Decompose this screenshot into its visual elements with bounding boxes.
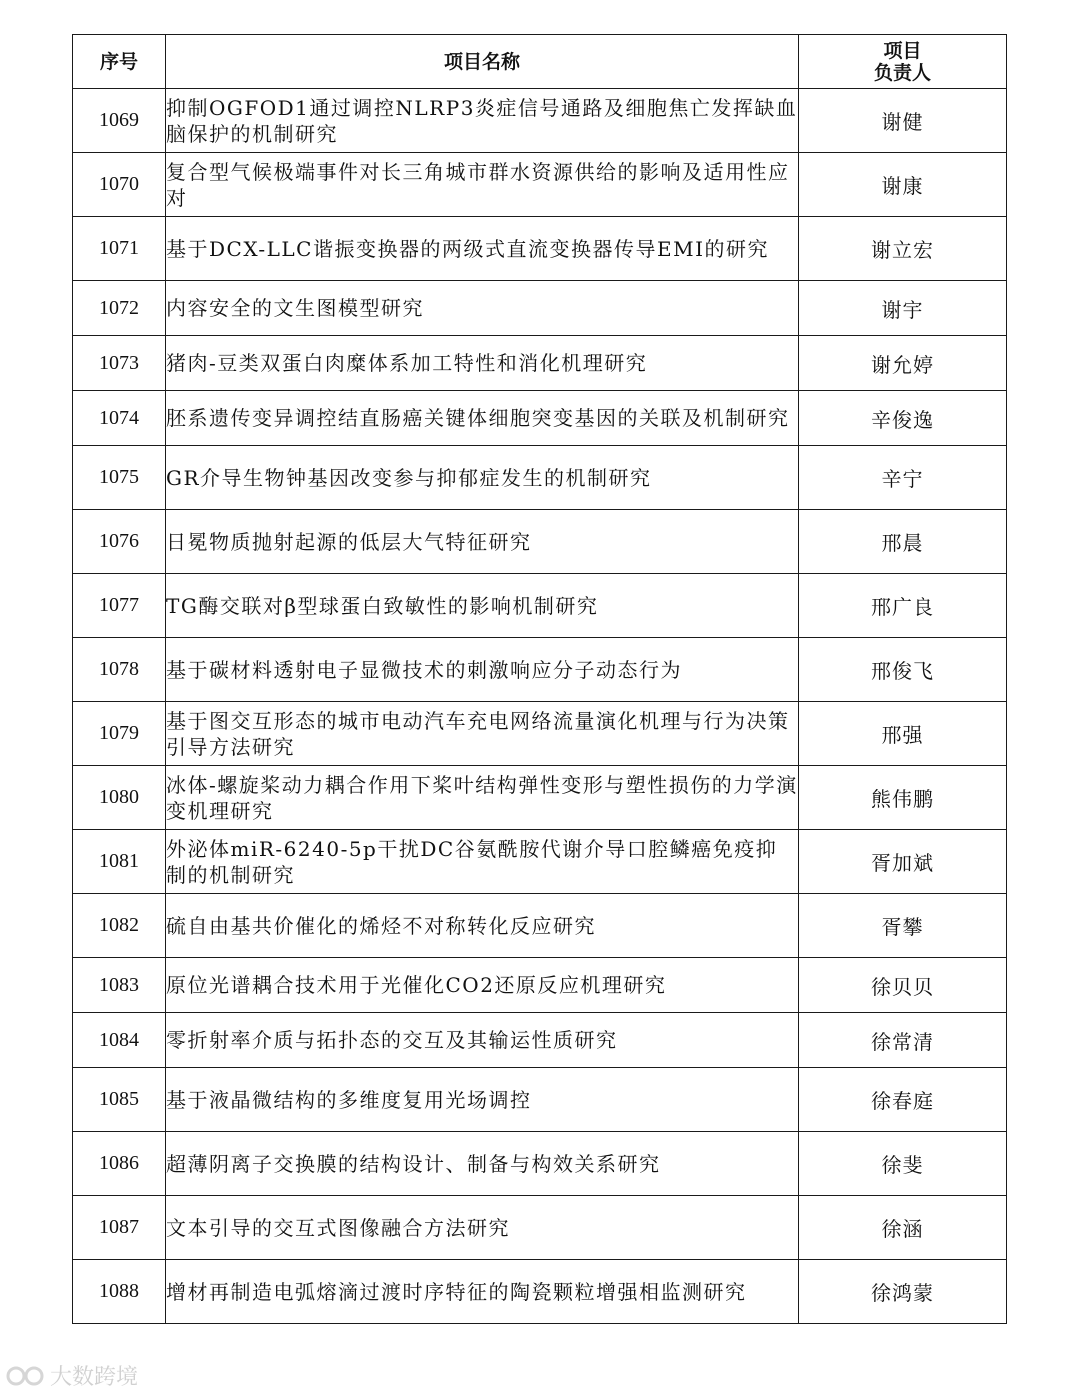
row-index: 1083: [73, 958, 166, 1013]
row-index: 1069: [73, 89, 166, 153]
row-person: 徐春庭: [799, 1068, 1007, 1132]
table-row: [73, 1196, 1007, 1260]
row-index: 1087: [73, 1196, 166, 1260]
row-project-name: 原位光谱耦合技术用于光催化CO2还原反应机理研究: [166, 958, 799, 1013]
row-index: 1074: [73, 391, 166, 446]
row-index: 1079: [73, 702, 166, 766]
table-row: [73, 1132, 1007, 1196]
table-row: [73, 894, 1007, 958]
row-project-name: 外泌体miR-6240-5p干扰DC谷氨酰胺代谢介导口腔鳞癌免疫抑制的机制研究: [166, 830, 799, 894]
table-row: [73, 89, 1007, 153]
row-project-name: 基于碳材料透射电子显微技术的刺激响应分子动态行为: [166, 638, 799, 702]
header-person-line2: 负责人: [873, 61, 931, 84]
row-person: 谢立宏: [799, 217, 1007, 281]
header-project-name: 项目名称: [166, 35, 799, 89]
row-index: 1086: [73, 1132, 166, 1196]
row-person: 徐鸿蒙: [799, 1260, 1007, 1324]
row-index: 1078: [73, 638, 166, 702]
row-person: 邢强: [799, 702, 1007, 766]
table-row: [73, 638, 1007, 702]
watermark-logo-icon: [6, 1363, 46, 1389]
table-row: [73, 1260, 1007, 1324]
row-index: 1081: [73, 830, 166, 894]
row-project-name: 内容安全的文生图模型研究: [166, 281, 799, 336]
row-index: 1072: [73, 281, 166, 336]
watermark-text: 大数跨境: [50, 1365, 139, 1390]
table-row: [73, 958, 1007, 1013]
table-row: [73, 391, 1007, 446]
header-person-line1: 项目: [883, 39, 922, 62]
row-person: 辛俊逸: [799, 391, 1007, 446]
row-project-name: 基于图交互形态的城市电动汽车充电网络流量演化机理与行为决策引导方法研究: [166, 702, 799, 766]
table-row: [73, 702, 1007, 766]
row-index: 1077: [73, 574, 166, 638]
table-row: [73, 217, 1007, 281]
row-person: 熊伟鹏: [799, 766, 1007, 830]
row-index: 1070: [73, 153, 166, 217]
row-project-name: 胚系遗传变异调控结直肠癌关键体细胞突变基因的关联及机制研究: [166, 391, 799, 446]
row-index: 1076: [73, 510, 166, 574]
table-row: [73, 281, 1007, 336]
row-person: 徐常清: [799, 1013, 1007, 1068]
row-project-name: 冰体-螺旋桨动力耦合作用下桨叶结构弹性变形与塑性损伤的力学演变机理研究: [166, 766, 799, 830]
row-person: 谢宇: [799, 281, 1007, 336]
row-project-name: 增材再制造电弧熔滴过渡时序特征的陶瓷颗粒增强相监测研究: [166, 1260, 799, 1324]
row-person: 胥加斌: [799, 830, 1007, 894]
table-row: [73, 510, 1007, 574]
row-project-name: 抑制OGFOD1通过调控NLRP3炎症信号通路及细胞焦亡发挥缺血脑保护的机制研究: [166, 89, 799, 153]
row-project-name: TG酶交联对β型球蛋白致敏性的影响机制研究: [166, 574, 799, 638]
row-index: 1075: [73, 446, 166, 510]
table-row: [73, 766, 1007, 830]
row-project-name: 文本引导的交互式图像融合方法研究: [166, 1196, 799, 1260]
table-header-row: [73, 35, 1007, 89]
row-project-name: 猪肉-豆类双蛋白肉糜体系加工特性和消化机理研究: [166, 336, 799, 391]
table-row: [73, 1013, 1007, 1068]
row-index: 1071: [73, 217, 166, 281]
table-row: [73, 830, 1007, 894]
row-person: 邢俊飞: [799, 638, 1007, 702]
row-person: 徐涵: [799, 1196, 1007, 1260]
row-person: 胥攀: [799, 894, 1007, 958]
row-project-name: 零折射率介质与拓扑态的交互及其输运性质研究: [166, 1013, 799, 1068]
table-row: [73, 153, 1007, 217]
row-project-name: 基于DCX-LLC谐振变换器的两级式直流变换器传导EMI的研究: [166, 217, 799, 281]
row-index: 1080: [73, 766, 166, 830]
row-project-name: GR介导生物钟基因改变参与抑郁症发生的机制研究: [166, 446, 799, 510]
row-person: 邢广良: [799, 574, 1007, 638]
row-project-name: 超薄阴离子交换膜的结构设计、制备与构效关系研究: [166, 1132, 799, 1196]
row-index: 1073: [73, 336, 166, 391]
row-index: 1085: [73, 1068, 166, 1132]
table-row: [73, 336, 1007, 391]
row-person: 徐斐: [799, 1132, 1007, 1196]
project-table: [72, 34, 1007, 1324]
row-index: 1084: [73, 1013, 166, 1068]
row-project-name: 硫自由基共价催化的烯烃不对称转化反应研究: [166, 894, 799, 958]
row-project-name: 基于液晶微结构的多维度复用光场调控: [166, 1068, 799, 1132]
table-row: [73, 1068, 1007, 1132]
row-person: 辛宁: [799, 446, 1007, 510]
row-person: 谢允婷: [799, 336, 1007, 391]
row-person: 徐贝贝: [799, 958, 1007, 1013]
row-person: 谢健: [799, 89, 1007, 153]
table-row: [73, 446, 1007, 510]
row-project-name: 日冕物质抛射起源的低层大气特征研究: [166, 510, 799, 574]
row-person: 谢康: [799, 153, 1007, 217]
watermark: [6, 1360, 138, 1391]
row-index: 1082: [73, 894, 166, 958]
header-index: 序号: [73, 35, 166, 89]
header-person: [799, 35, 1007, 89]
row-project-name: 复合型气候极端事件对长三角城市群水资源供给的影响及适用性应对: [166, 153, 799, 217]
row-index: 1088: [73, 1260, 166, 1324]
table-row: [73, 574, 1007, 638]
row-person: 邢晨: [799, 510, 1007, 574]
